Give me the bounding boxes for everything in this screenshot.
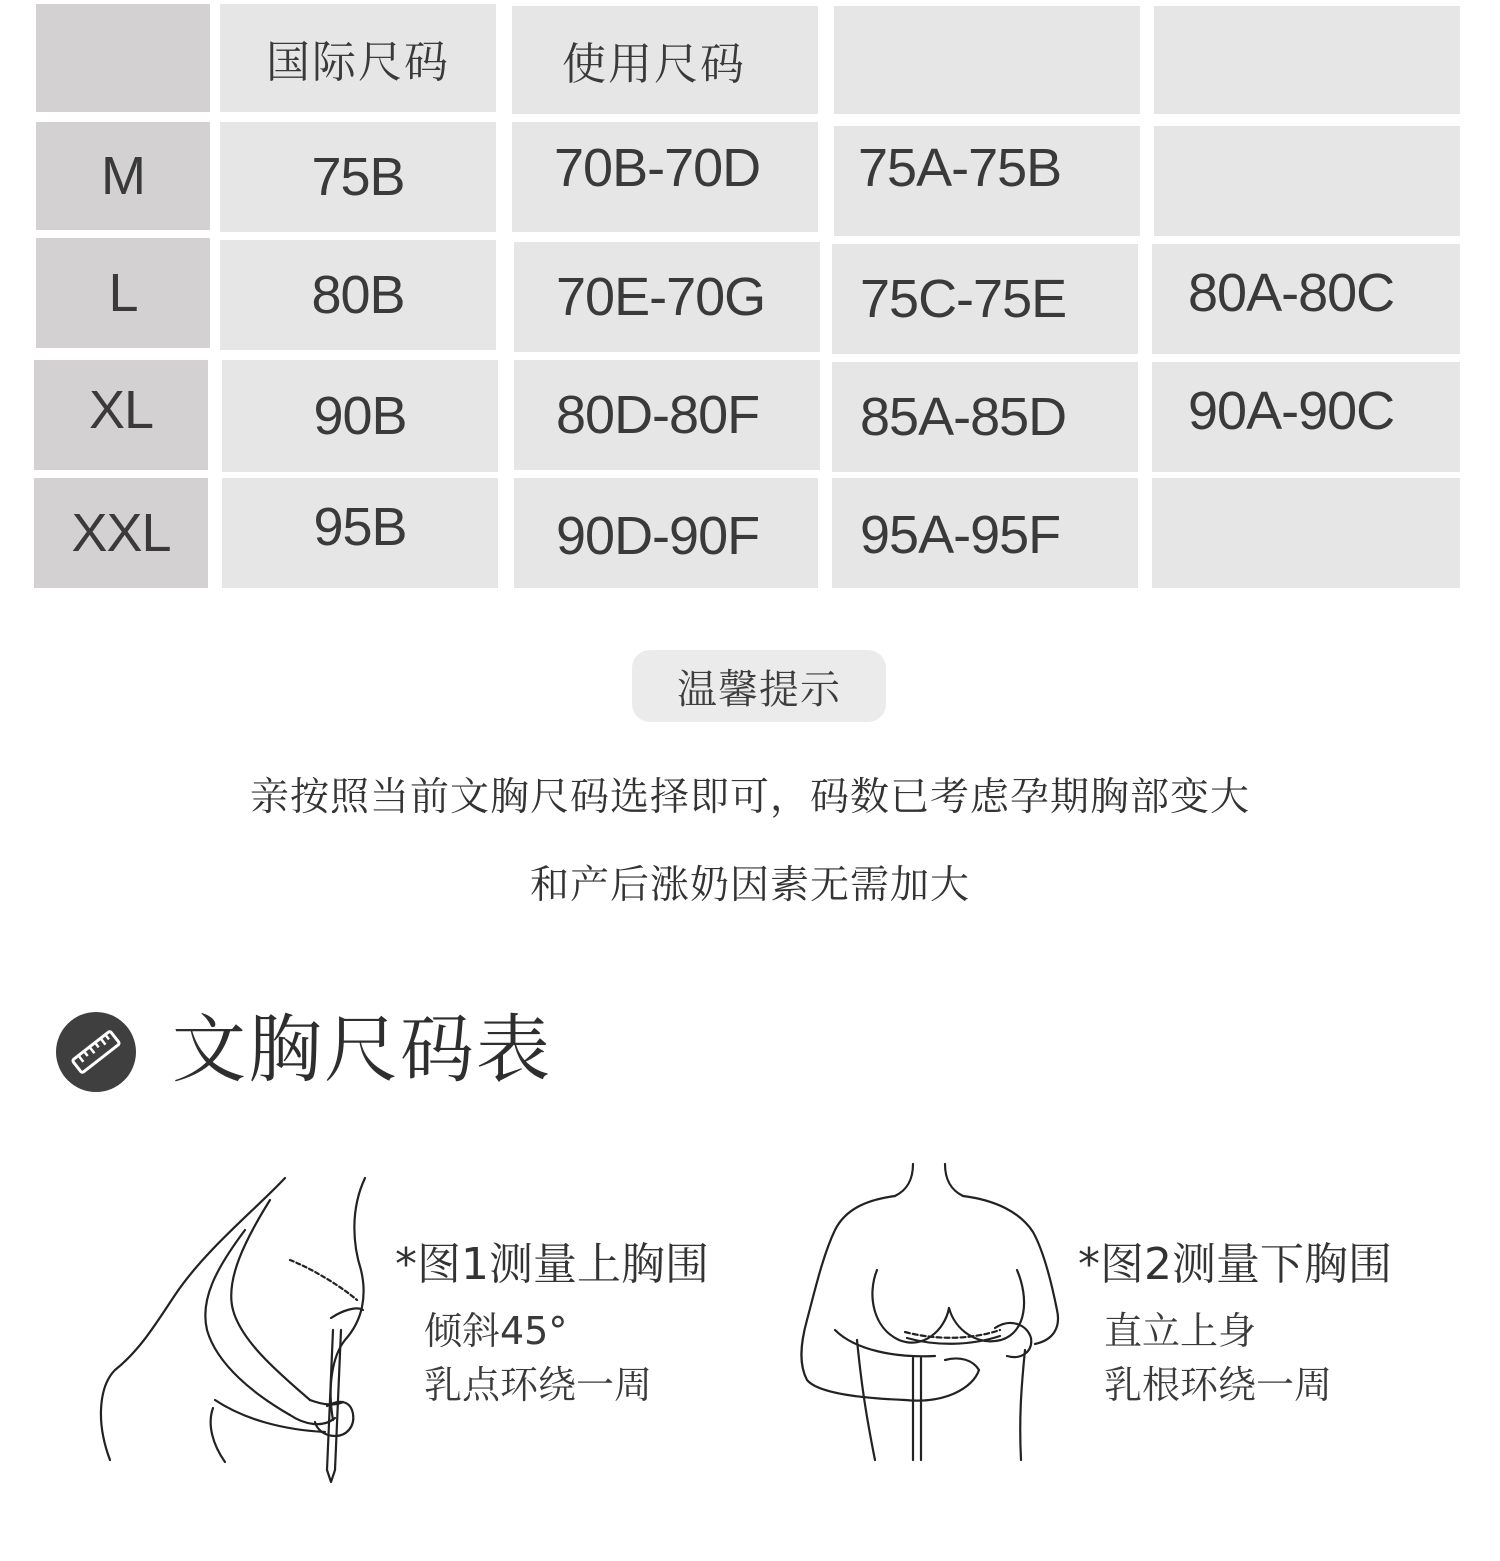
figure-2-title: *图2测量下胸围: [1078, 1239, 1392, 1290]
table-cell: [1152, 478, 1460, 588]
table-cell: 85A-85D: [832, 362, 1138, 472]
measure-figure-2: [795, 1160, 1070, 1470]
table-header-cell: [1154, 6, 1460, 114]
ruler-icon: [56, 1012, 136, 1092]
upper-bust-illustration: [95, 1170, 395, 1490]
table-row-size: M: [36, 122, 210, 230]
table-cell: 90A-90C: [1152, 362, 1460, 472]
table-cell: 95B: [222, 478, 498, 588]
figure-2-line-2: 乳根环绕一周: [1104, 1363, 1333, 1407]
section-title: 文胸尺码表: [172, 1007, 552, 1093]
table-cell: 75C-75E: [832, 244, 1138, 354]
table-header-cell: 国际尺码: [220, 4, 496, 112]
table-row-size: XXL: [34, 478, 208, 588]
figure-1-line-1: 倾斜45°: [424, 1309, 568, 1353]
table-row-size: XL: [34, 360, 208, 470]
table-header-cell: 使用尺码: [512, 6, 818, 114]
table-cell: 75A-75B: [834, 126, 1140, 236]
under-bust-illustration: [795, 1160, 1070, 1470]
table-cell: 80A-80C: [1152, 244, 1460, 354]
table-cell: 95A-95F: [832, 478, 1138, 588]
tip-text-line-1: 亲按照当前文胸尺码选择即可，码数已考虑孕期胸部变大: [249, 775, 1250, 820]
tip-badge: 温馨提示: [632, 650, 886, 722]
size-table: [0, 0, 1500, 600]
tip-text-line-2: 和产后涨奶因素无需加大: [529, 863, 970, 908]
table-row-size: L: [36, 238, 210, 348]
table-header-cell: [36, 4, 210, 112]
table-cell: 80B: [220, 240, 496, 350]
figure-1-line-2: 乳点环绕一周: [424, 1363, 653, 1407]
table-cell: 80D-80F: [514, 360, 820, 470]
table-cell: 75B: [220, 122, 496, 232]
table-header-cell: [834, 6, 1140, 114]
table-cell: 70B-70D: [512, 122, 818, 232]
table-cell: 90B: [222, 360, 498, 472]
figure-2-line-1: 直立上身: [1104, 1309, 1257, 1353]
table-cell: [1154, 126, 1460, 236]
table-cell: 90D-90F: [514, 478, 818, 588]
figure-1-title: *图1测量上胸围: [395, 1239, 709, 1290]
table-cell: 70E-70G: [514, 242, 820, 352]
measure-figure-1: [95, 1170, 395, 1490]
